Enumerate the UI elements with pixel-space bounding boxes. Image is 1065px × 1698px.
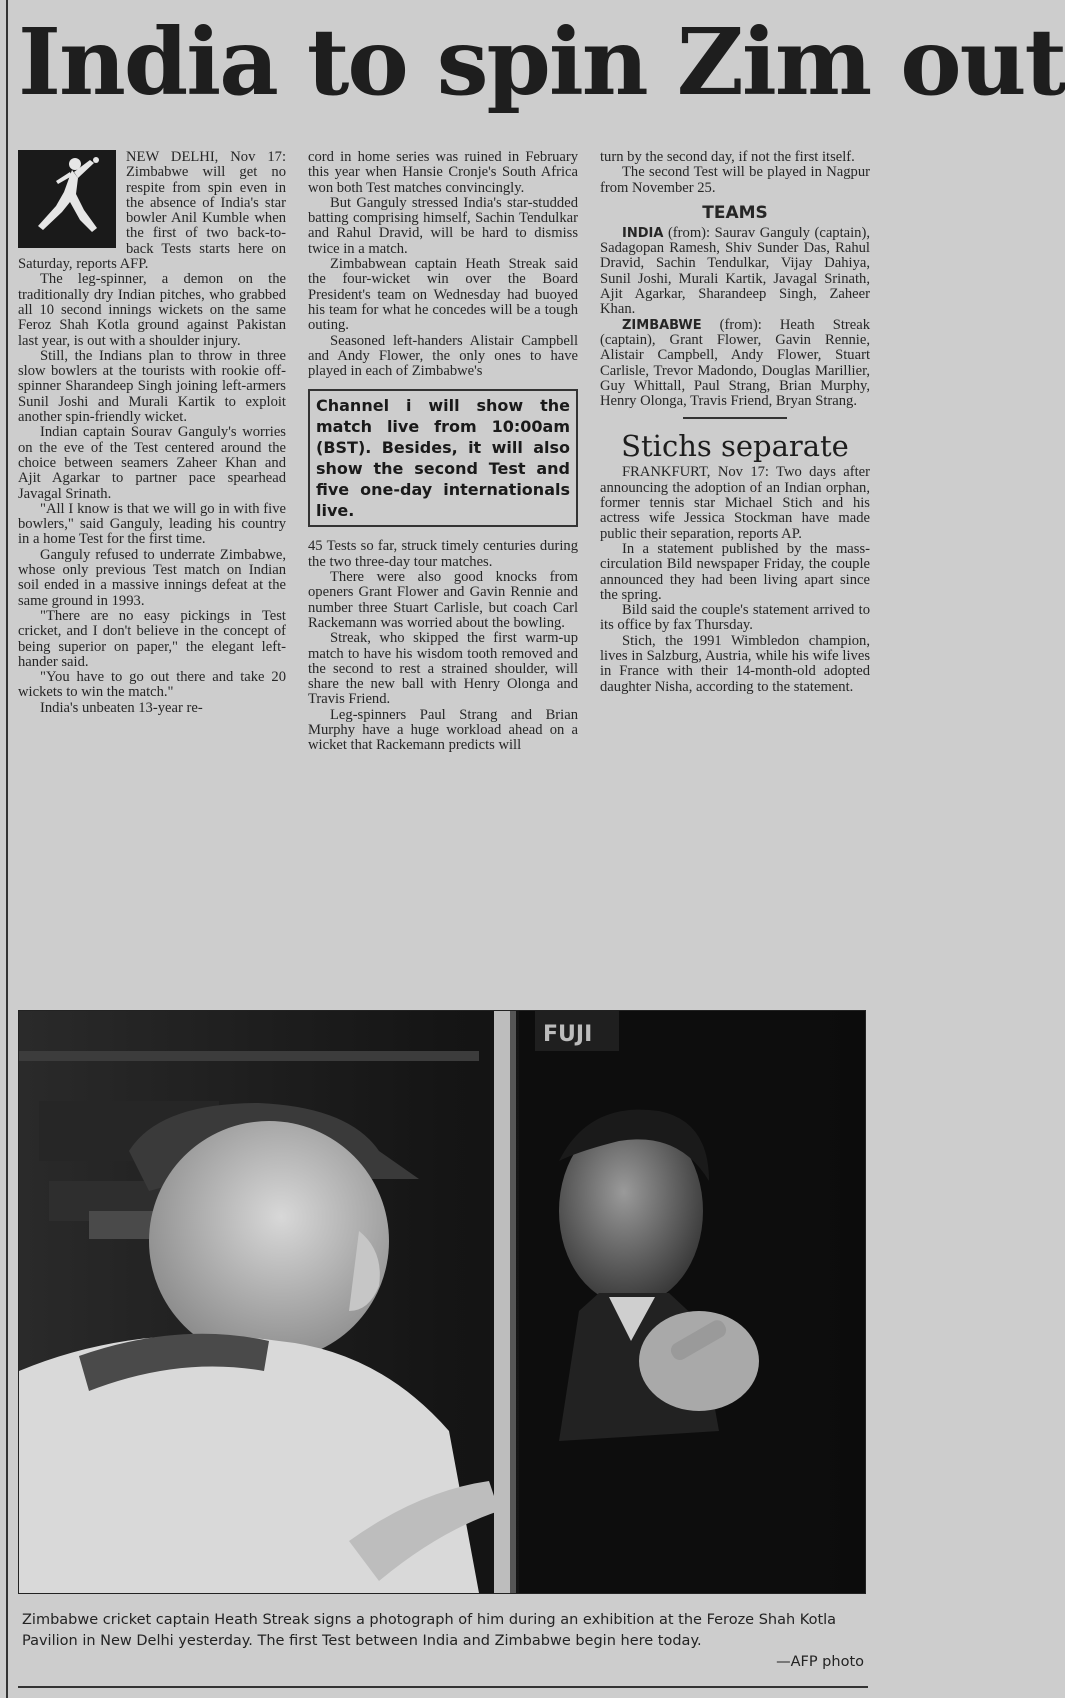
article-paragraph: NEW DELHI, Nov 17: Zimbabwe will get no respite from spin even in the absence of India's star bowler Anil Kumble when the first of two back-to-back Tests starts here on Saturday, reports AFP. xyxy=(18,149,286,273)
zimbabwe-squad xyxy=(600,318,870,410)
article-paragraph: 45 Tests so far, struck timely centuries during the two three-day tour matches. xyxy=(308,538,578,570)
article-paragraph: "There are no easy pickings in Test cricket, and I don't believe in the concept of being superior on paper," the elegant left-hander said. xyxy=(18,607,286,670)
article-paragraph: "You have to go out there and take 20 wickets to win the match." xyxy=(18,669,286,701)
headline: India to spin Zim out xyxy=(18,8,1065,116)
news-photo xyxy=(18,1010,866,1594)
article-paragraph: The second Test will be played in Nagpur from November 25. xyxy=(600,164,870,196)
article-column-3 xyxy=(600,150,870,695)
broadcast-boxout: Channel i will show the match live from 10:00am (BST). Besides, it will also show the second Test and five one-day internationals live. xyxy=(308,389,578,527)
cricket-bowler-icon xyxy=(18,150,116,248)
india-label: INDIA xyxy=(622,225,664,241)
article-paragraph: Bild said the couple's statement arrived to its office by fax Thursday. xyxy=(600,602,870,634)
article-paragraph: FRANKFURT, Nov 17: Two days after announcing the adoption of an Indian orphan, former tennis star Michael Stich and his actress wife Jessica Stockman have made public their separation, reports AP. xyxy=(600,464,870,542)
article-paragraph: But Ganguly stressed India's star-studded batting comprising himself, Sachin Tendulkar and Rahul Dravid, will be hard to dismiss twice in a match. xyxy=(308,194,578,257)
article-column-2 xyxy=(308,150,578,754)
stichs-headline: Stichs separate xyxy=(621,429,849,464)
article-paragraph: There were also good knocks from openers Grant Flower and Gavin Rennie and number three Stuart Carlisle, but coach Carl Rackemann was worried about the bowling. xyxy=(308,569,578,631)
zimbabwe-label: ZIMBABWE xyxy=(622,317,702,333)
article-paragraph: Seasoned left-handers Alistair Campbell and Andy Flower, the only ones to have played in each of Zimbabwe's xyxy=(308,332,578,380)
india-squad xyxy=(600,226,870,318)
article-paragraph: Still, the Indians plan to throw in three slow bowlers at the tourists with rookie off-spinner Sharandeep Singh joining left-armers Sunil Joshi and Murali Kartik to exploit another spin-friendly wicket. xyxy=(18,347,286,426)
section-divider xyxy=(683,417,787,419)
column-rule xyxy=(6,0,8,1698)
bottom-rule xyxy=(18,1686,868,1688)
article-paragraph: In a statement published by the mass-circulation Bild newspaper Friday, the couple announced they had been living apart since the spring. xyxy=(600,540,870,603)
article-paragraph: Streak, who skipped the first warm-up match to have his wisdom tooth removed and the second to rest a strained shoulder, will share the new ball with Henry Olonga and Travis Friend. xyxy=(308,630,578,708)
article-paragraph: "All I know is that we will go in with five bowlers," said Ganguly, leading his country in a home Test for the first time. xyxy=(18,500,286,548)
article-paragraph: Leg-spinners Paul Strang and Brian Murphy have a huge workload ahead on a wicket that Rackemann predicts will xyxy=(308,706,578,754)
article-paragraph: turn by the second day, if not the first itself. xyxy=(600,149,855,165)
zimbabwe-list: (from): Heath Streak (captain), Grant Flower, Gavin Rennie, Alistair Campbell, Andy Flower, Stuart Carlisle, Trevor Madondo, Douglas Marillier, Guy Whittall, Paul Strang, Brian Murphy, Henry Olonga, Travis Friend, Bryan Strang. xyxy=(600,316,870,410)
article-paragraph: cord in home series was ruined in February this year when Hansie Cronje's South Africa won both Test matches convincingly. xyxy=(308,149,578,196)
photo-caption xyxy=(22,1610,864,1673)
article-paragraph: Ganguly refused to underrate Zimbabwe, whose only previous Test match on Indian soil ended in a massive innings defeat at the same ground in 1993. xyxy=(18,546,286,609)
sign-text: FUJI xyxy=(543,1022,593,1047)
article-paragraph: Zimbabwean captain Heath Streak said the four-wicket win over the Board President's team on Wednesday had buoyed his team for what he concedes will be a tough outing. xyxy=(308,256,578,334)
article-column-1 xyxy=(18,150,286,716)
teams-heading: TEAMS xyxy=(702,202,768,223)
photo-credit: —AFP photo xyxy=(776,1654,864,1670)
article-paragraph: The leg-spinner, a demon on the traditionally dry Indian pitches, who grabbed all 10 second innings wickets on the same Feroz Shah Kotla ground against Pakistan last year, is out with a shoulder injury. xyxy=(18,271,286,349)
article-paragraph: India's unbeaten 13-year re- xyxy=(40,699,203,716)
caption-text: Zimbabwe cricket captain Heath Streak signs a photograph of him during an exhibition at the Feroze Shah Kotla Pavilion in New Delhi yesterday. The first Test between India and Zimbabwe begin here today. xyxy=(22,1612,837,1649)
india-list: (from): Saurav Ganguly (captain), Sadagopan Ramesh, Shiv Sunder Das, Rahul Dravid, Sachin Tendulkar, Vijay Dahiya, Sunil Joshi, Murali Kartik, Javagal Srinath, Ajit Agarkar, Sharandeep Singh, Zaheer Khan. xyxy=(600,224,870,318)
article-paragraph: Indian captain Sourav Ganguly's worries on the eve of the Test centered around the choice between seamers Zaheer Khan and Ajit Agarkar to partner pace spearhead Javagal Srinath. xyxy=(18,424,286,502)
article-paragraph: Stich, the 1991 Wimbledon champion, lives in Salzburg, Austria, while his wife lives in France with their 14-month-old adopted daughter Nisha, according to the statement. xyxy=(600,632,870,695)
